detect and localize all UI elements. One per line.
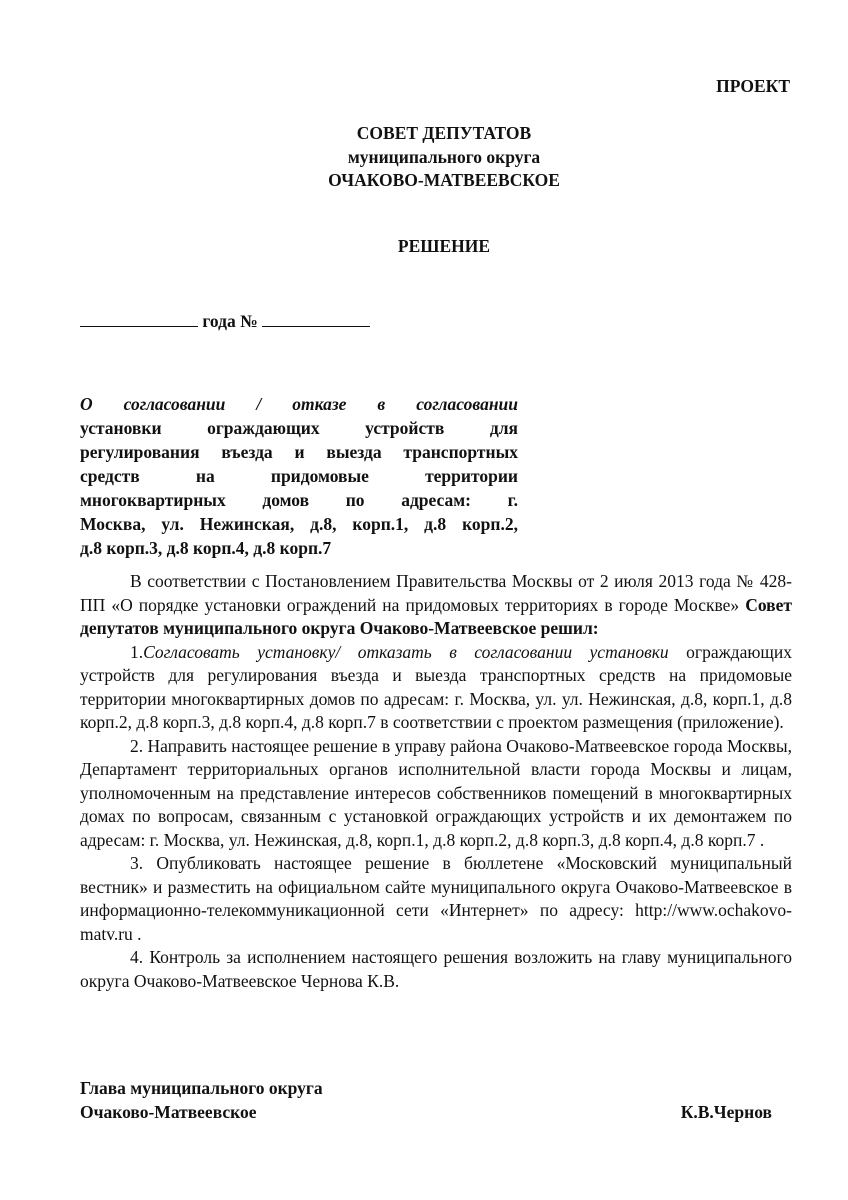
subject-line: Москва, ул. Нежинская, д.8, корп.1, д.8 корп.2, (80, 514, 518, 534)
item-4-paragraph: 4. Контроль за исполнением настоящего решения возложить на главу муниципального округа Очаково-Матвеевское Чернова К.В. (80, 947, 792, 991)
number-blank (262, 308, 370, 327)
subject-line: регулирования въезда и выезда транспортных (80, 442, 518, 462)
preamble-text: В соответствии с Постановлением Правительства Москвы от 2 июля 2013 года № 428-ПП «О порядке установки ограждений на придомовых территориях в городе Москве» (80, 571, 792, 615)
preamble-paragraph (80, 570, 792, 641)
item-1-number: 1. (130, 641, 144, 662)
signatory-title-line1: Глава муниципального округа (80, 1078, 323, 1098)
subject-line: средств на придомовые территории (80, 466, 518, 486)
subject-line: д.8 корп.3, д.8 корп.4, д.8 корп.7 (80, 538, 332, 558)
district-name: ОЧАКОВО-МАТВЕЕВСКОЕ (328, 170, 560, 190)
council-title: СОВЕТ ДЕПУТАТОВ (356, 123, 532, 143)
date-number-line (80, 308, 370, 332)
subject-line: О согласовании / отказе в согласовании (80, 394, 518, 414)
decision-subject (80, 392, 518, 560)
item-1-italic: Согласовать установку/ отказать в согласовании установки (143, 641, 669, 662)
document-type: РЕШЕНИЕ (397, 236, 491, 256)
project-stamp: ПРОЕКТ (716, 76, 790, 96)
item-1-paragraph (80, 641, 792, 735)
decision-body (80, 570, 792, 993)
signatory-name: К.В.Чернов (680, 1102, 772, 1122)
subject-line: многоквартирных домов по адресам: г. (80, 490, 518, 510)
district-subtitle: муниципального округа (347, 147, 541, 167)
date-blank (80, 308, 198, 327)
item-3-paragraph: 3. Опубликовать настоящее решение в бюллетене «Московский муниципальный вестник» и разместить на официальном сайте муниципального округа Очаково-Матвеевское в информационно-телекоммуникационной сети «Интернет» по адресу: http://www.ochakovo-matv.ru . (80, 853, 792, 944)
signatory-title-line2: Очаково-Матвеевское (80, 1102, 257, 1122)
item-2-paragraph: 2. Направить настоящее решение в управу района Очаково-Матвеевское города Москвы, Департамент территориальных органов исполнительной власти города Москвы и лицам, уполномоченным на представление интересов собственников помещений в многоквартирных домах по вопросам, связанным с установкой ограждающих устройств и их демонтажем по адресам: г. Москва, ул. Нежинская, д.8, корп.1, д.8 корп.2, д.8 корп.3, д.8 корп.4, д.8 корп.7 . (80, 735, 792, 850)
resolution-clause: Совет депутатов муниципального округа Очаково-Матвеевское решил: (80, 594, 792, 638)
subject-line: установки ограждающих устройств для (80, 418, 518, 438)
item-1-text: ограждающих устройств для регулирования въезда и выезда транспортных средств на придомовые территории многоквартирных домов по адресам: г. Москва, ул. ул. Нежинская, д.8, корп.1, д.8 корп.2, д.8 корп.3, д.8 корп.4, д.8 корп.7 в соответствии с проектом размещения (приложение). (80, 641, 793, 732)
year-number-label: года № (202, 311, 258, 331)
